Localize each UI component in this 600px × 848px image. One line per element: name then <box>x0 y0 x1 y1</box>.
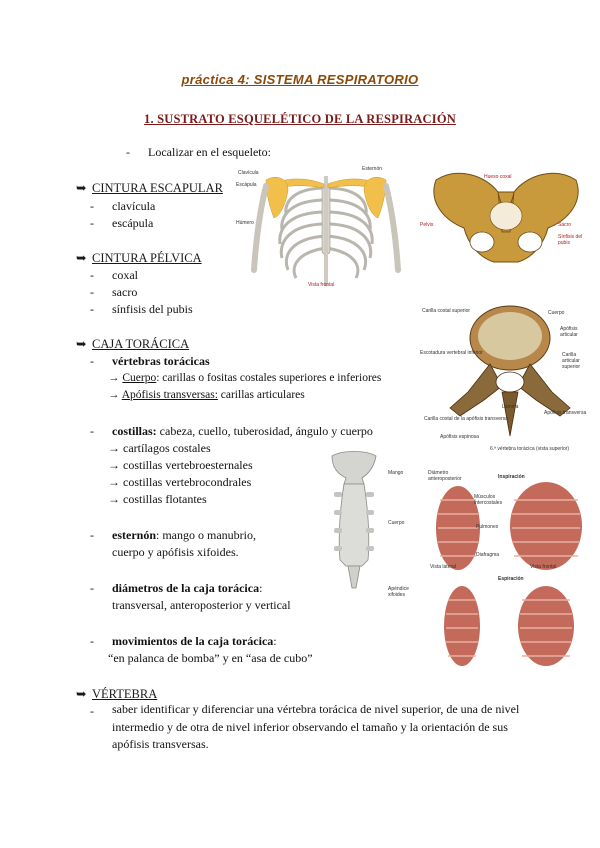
list-item: - clavícula <box>90 199 156 213</box>
figure-label: Diámetro anteroposterior <box>428 470 462 482</box>
figure-label: Carilla costal de la apófisis transversa <box>424 416 508 422</box>
list-item: - esternón: mango o manubrio, <box>90 528 256 542</box>
section-caja-toracica: ➥ CAJA TORÁCICA <box>76 337 190 351</box>
figure-label: Esternón <box>362 166 383 172</box>
figure-label: Pelvis <box>420 222 434 228</box>
figure-label: Diafragma <box>476 552 500 558</box>
figure-label: Lámina <box>502 404 519 410</box>
list-subitem: → Cuerpo: carillas o fositas costales superiores e inferiores <box>108 372 382 384</box>
list-item-continuation: transversal, anteroposterior y vertical <box>112 598 291 612</box>
figure-label: Vista lateral <box>430 564 457 570</box>
figure-label: Apófisis articular <box>560 326 578 338</box>
figure-label: Escotadura vertebral inferior <box>420 350 483 356</box>
figure-label: Escápula <box>236 182 257 188</box>
figure-label: Inspiración <box>498 474 525 480</box>
list-item: - costillas: cabeza, cuello, tuberosidad, ángulo y cuerpo <box>90 424 373 438</box>
figure-label: Espiración <box>498 576 524 582</box>
list-subitem: → Apófisis transversas: carillas articulares <box>108 389 305 401</box>
thoracic-vertebra-figure <box>420 296 592 460</box>
list-subitem: → cartílagos costales <box>108 441 211 455</box>
figure-label: Carilla costal superior <box>422 308 471 314</box>
pointing-arrow-icon: ➥ <box>76 687 87 701</box>
figure-caption: Vista frontal <box>308 282 335 288</box>
figure-label: Hueso coxal <box>484 174 512 180</box>
list-item: - sínfisis del pubis <box>90 302 193 316</box>
figure-label: Músculos intercostales <box>474 494 503 506</box>
figure-label: Apófisis espinosa <box>440 434 479 440</box>
list-item: - sacro <box>90 285 138 299</box>
section-cintura-pelvica: ➥ CINTURA PÉLVICA <box>76 251 202 265</box>
list-subitem: → costillas vertebrocondrales <box>108 475 252 489</box>
sternum-figure <box>322 448 418 604</box>
list-dash: - <box>90 704 94 718</box>
figure-label: Mango <box>388 470 404 476</box>
list-item-continuation: cuerpo y apófisis xifoides. <box>112 545 239 559</box>
section-heading: 1. SUSTRATO ESQUELÉTICO DE LA RESPIRACIÓN <box>144 112 456 126</box>
figure-caption: 6.ª vértebra torácica (vista superior) <box>490 446 570 452</box>
vertebra-paragraph: saber identificar y diferenciar una vértebra torácica de nivel superior, de una de nivel intermedio y de otra de nivel inferior observando el tamaño y la orientación de sus apófisis transversas. <box>112 702 520 751</box>
figure-label: Sacro <box>558 222 572 228</box>
figure-label: Cuerpo <box>548 310 565 316</box>
intro-line: - Localizar en el esqueleto: <box>126 145 271 159</box>
figure-label: Pulmones <box>476 524 499 530</box>
shoulder-girdle-figure <box>236 160 416 292</box>
section-cintura-escapular: ➥ CINTURA ESCAPULAR <box>76 181 223 195</box>
figure-label: Vista frontal <box>530 564 557 570</box>
list-item-continuation: “en palanca de bomba” y en “asa de cubo” <box>108 651 313 665</box>
figure-label: Húmero <box>236 220 254 226</box>
page-title: práctica 4: SISTEMA RESPIRATORIO <box>181 72 419 87</box>
list-item: - escápula <box>90 216 154 230</box>
list-item: - movimientos de la caja torácica: <box>90 634 277 648</box>
figure-label: Cuerpo <box>388 520 405 526</box>
pelvis-figure <box>418 162 594 278</box>
figure-label: Carilla articular superior <box>562 352 581 370</box>
pointing-arrow-icon: ➥ <box>76 181 87 195</box>
figure-label: Clavícula <box>238 170 259 176</box>
figure-label: Apófisis transversa <box>544 410 587 416</box>
list-subitem: → costillas flotantes <box>108 492 207 506</box>
list-item: - diámetros de la caja torácica: <box>90 581 263 595</box>
pointing-arrow-icon: ➥ <box>76 251 87 265</box>
ribcage-breathing-figure <box>428 470 594 676</box>
pointing-arrow-icon: ➥ <box>76 337 87 351</box>
figure-label: Apéndice xifoides <box>388 586 409 598</box>
figure-label: Sínfisis del pubis <box>558 234 583 246</box>
list-subitem: → costillas vertebroesternales <box>108 458 253 472</box>
list-item: - coxal <box>90 268 138 282</box>
section-vertebra: ➥ VÉRTEBRA <box>76 687 158 701</box>
list-item: - vértebras torácicas <box>90 354 210 368</box>
